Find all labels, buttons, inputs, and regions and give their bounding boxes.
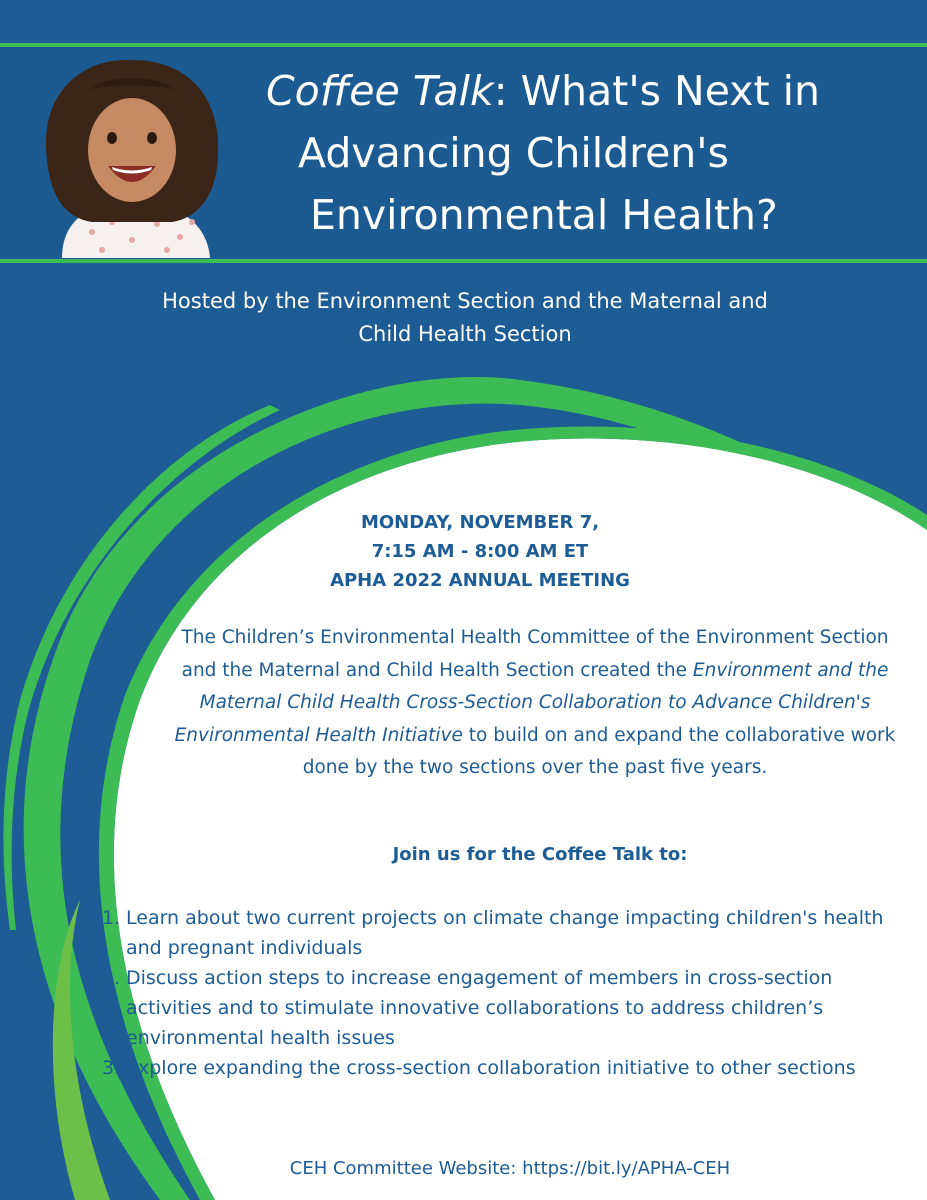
event-date: MONDAY, NOVEMBER 7, bbox=[360, 512, 600, 533]
event-time: 7:15 AM - 8:00 AM ET bbox=[371, 541, 589, 562]
agenda-list bbox=[102, 903, 902, 1083]
agenda-text: Learn about two current projects on climate change impacting children's health and pregnant individuals bbox=[126, 907, 884, 959]
description bbox=[170, 622, 900, 785]
hosted-by bbox=[40, 285, 890, 351]
agenda-number: 3. bbox=[102, 1057, 121, 1079]
event-details bbox=[300, 508, 660, 595]
hosted-by-line2: Child Health Section bbox=[358, 322, 572, 346]
join-heading: Join us for the Coffee Talk to: bbox=[392, 844, 688, 865]
title-line1: : What's Next in bbox=[493, 67, 820, 115]
page-title bbox=[250, 60, 920, 246]
agenda-text: Discuss action steps to increase engagement of members in cross-section activities and to stimulate innovative collaborations to address children’s environmental health issues bbox=[126, 967, 833, 1049]
agenda-number: 2. bbox=[102, 967, 121, 989]
event-meeting: APHA 2022 ANNUAL MEETING bbox=[330, 570, 630, 591]
description-after: to build on and expand the collaborative work done by the two sections over the past five years. bbox=[302, 724, 896, 778]
website-link[interactable]: CEH Committee Website: https://bit.ly/APHA-CEH bbox=[289, 1158, 731, 1179]
hosted-by-line1: Hosted by the Environment Section and the Maternal and bbox=[162, 289, 768, 313]
agenda-item bbox=[102, 963, 902, 1053]
agenda-text: Explore expanding the cross-section collaboration initiative to other sections bbox=[126, 1057, 856, 1079]
description-before: The Children’s Environmental Health Committee of the Environment Section and the Maternal and Child Health Section created the bbox=[181, 627, 889, 681]
initiative-name: Environment and the Maternal Child Health Cross-Section Collaboration to Advance Children's Environmental Health Initiative bbox=[174, 659, 889, 746]
title-line2: Advancing Children's bbox=[298, 129, 729, 177]
title-italic: Coffee Talk bbox=[266, 67, 494, 115]
agenda-item bbox=[102, 903, 902, 963]
title-line3: Environmental Health? bbox=[310, 191, 778, 239]
agenda-item bbox=[102, 1053, 902, 1083]
agenda-number: 1. bbox=[102, 907, 121, 929]
